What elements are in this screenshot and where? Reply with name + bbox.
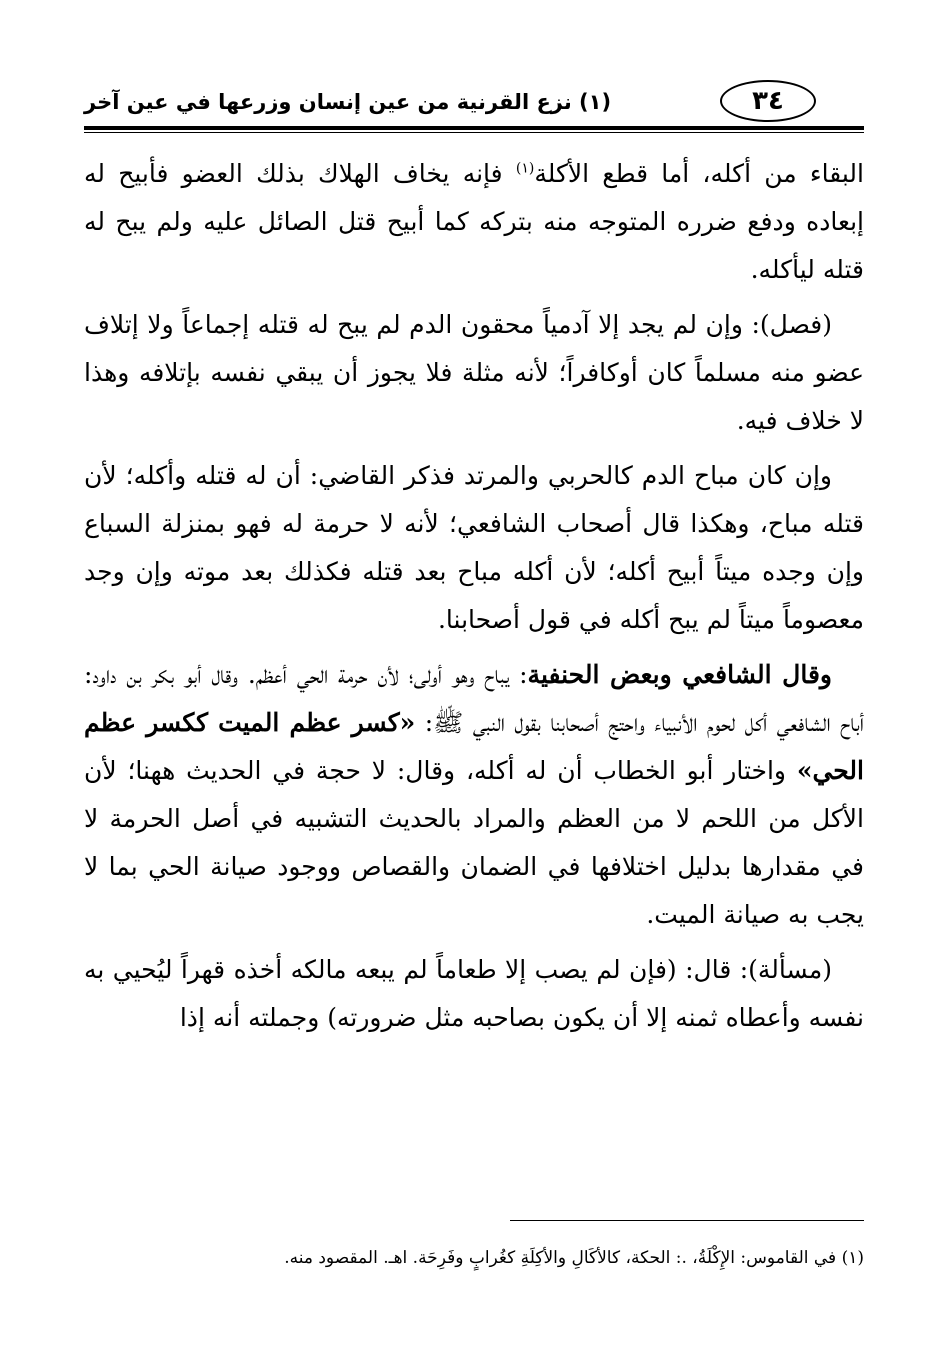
- paragraph-4-bold-lead: وقال الشافعي وبعض الحنفية: [527, 660, 832, 689]
- paragraph-2: (فصل): وإن لم يجد إلا آدمياً محقون الدم لم يبح له قتله إجماعاً ولا إتلاف عضو منه مسلماً كان أوكافراً؛ لأنه مثلة فلا يجوز أن يبقي نفسه بإتلافه وهذا لا خلاف فيه.: [84, 310, 864, 435]
- hadith-quote: «كسر عظم الميت ككسر عظم الحي»: [84, 708, 864, 785]
- header-rule: [84, 126, 864, 130]
- paragraph-4-text-a: : يباح وهو أولى؛ لأن حرمة الحي أعظم. وقال أبو بكر بن داود: أباح الشافعي أكل لحوم الأنبياء واحتج أصحابنا بقول النبي ﷺ:: [84, 660, 864, 737]
- running-title: (١) نزع القرنية من عين إنسان وزرعها في عين آخر: [84, 90, 612, 114]
- paragraph-5: (مسألة): قال: (فإن لم يصب إلا طعاماً لم يبعه مالكه أخذه قهراً ليُحيي به نفسه وأعطاه ثمنه إلا أن يكون بصاحبه مثل ضرورته) وجملته أنه إذا: [84, 955, 864, 1032]
- header-rule-thin: [84, 132, 864, 133]
- paragraph-4-text-b: واختار أبو الخطاب أن له أكله، وقال: لا حجة في الحديث ههنا؛ لأن الأكل من اللحم لا من العظم والمراد بالحديث التشبيه في أصل الحرمة لا في مقدارها بدليل اختلافها في الضمان والقصاص ووجود صيانة الحي بما لا يجب به صيانة الميت.: [84, 756, 864, 929]
- footnote-reference: (١): [515, 160, 535, 177]
- footnote-rule: [510, 1220, 864, 1221]
- body-text: [84, 150, 864, 1049]
- page-number: ٣٤: [720, 80, 816, 122]
- footnote: (١) في القاموس: الإِكْلَةُ، .: الحكة، كالأكَالِ والأكِلَةِ كغُرابٍ وفَرِحَة. اهـ. المقصود منه.: [284, 1248, 864, 1268]
- paragraph-1-text-b: فإنه يخاف الهلاك بذلك العضو فأبيح له إبعاده ودفع ضرره المتوجه منه بتركه كما أبيح قتل الصائل عليه ولم يبح له قتله ليأكله.: [84, 159, 864, 284]
- paragraph-4: [84, 651, 864, 939]
- page-header: [84, 78, 864, 124]
- paragraph-1: [84, 150, 864, 294]
- paragraph-3: وإن كان مباح الدم كالحربي والمرتد فذكر القاضي: أن له قتله وأكله؛ لأن قتله مباح، وهكذا قال أصحاب الشافعي؛ لأنه لا حرمة له فهو بمنزلة السباع وإن وجده ميتاً أبيح أكله؛ لأن أكله مباح بعد قتله فكذلك بعد موته وإن وجد معصوماً ميتاً لم يبح أكله في قول أصحابنا.: [84, 461, 864, 634]
- paragraph-1-text-a: البقاء من أكله، أما قطع الأكلة: [534, 159, 864, 188]
